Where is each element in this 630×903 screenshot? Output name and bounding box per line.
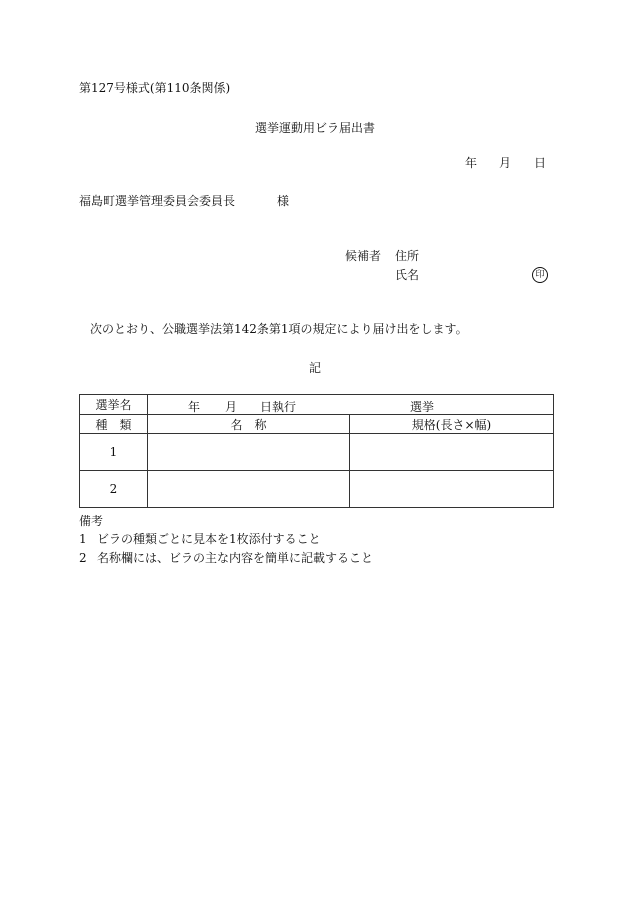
- date-day-label: 日: [534, 156, 547, 170]
- note-item: [79, 551, 373, 565]
- note-number: 1: [79, 532, 87, 546]
- form-number: 第127号様式(第110条関係): [79, 81, 231, 95]
- election-name-label: 選挙名: [80, 395, 148, 415]
- candidate-address-label: 住所: [395, 249, 420, 263]
- row-number: 2: [80, 471, 148, 508]
- ki-heading: 記: [308, 361, 321, 375]
- note-text: ビラの種類ごとに見本を1枚添付すること: [97, 532, 321, 546]
- table-header-row: [80, 415, 554, 434]
- seal-mark: 印: [532, 267, 548, 283]
- election-day-exec: 日執行: [260, 400, 297, 414]
- row-name-cell[interactable]: [148, 434, 350, 471]
- col-size-header: 規格(長さ×幅): [350, 415, 554, 434]
- election-year: 年: [188, 400, 201, 414]
- row-size-cell[interactable]: [350, 434, 554, 471]
- addressee-name: 福島町選挙管理委員会委員長: [79, 194, 236, 208]
- election-detail-cell[interactable]: [148, 395, 554, 415]
- date-month-label: 月: [499, 156, 512, 170]
- note-item: [79, 532, 321, 546]
- table-row: [80, 434, 554, 471]
- document-title: 選挙運動用ビラ届出書: [254, 121, 375, 135]
- col-type-header: 種 類: [80, 415, 148, 434]
- election-month: 月: [225, 400, 238, 414]
- row-number: 1: [80, 434, 148, 471]
- col-name-header: 名 称: [148, 415, 350, 434]
- note-number: 2: [79, 551, 87, 565]
- note-text: 名称欄には、ビラの主な内容を簡単に記載すること: [97, 551, 374, 565]
- body-text: 次のとおり、公職選挙法第142条第1項の規定により届け出をします。: [90, 322, 468, 336]
- candidate-name-label: 氏名: [395, 268, 420, 282]
- candidate-label: 候補者: [345, 249, 382, 263]
- notes-title: 備考: [79, 514, 104, 528]
- date-year-label: 年: [465, 156, 478, 170]
- election-row: [80, 395, 554, 415]
- election-suffix: 選挙: [410, 400, 435, 414]
- addressee-honorific: 様: [277, 194, 290, 208]
- leaflet-table: [79, 394, 554, 508]
- row-name-cell[interactable]: [148, 471, 350, 508]
- row-size-cell[interactable]: [350, 471, 554, 508]
- table-row: [80, 471, 554, 508]
